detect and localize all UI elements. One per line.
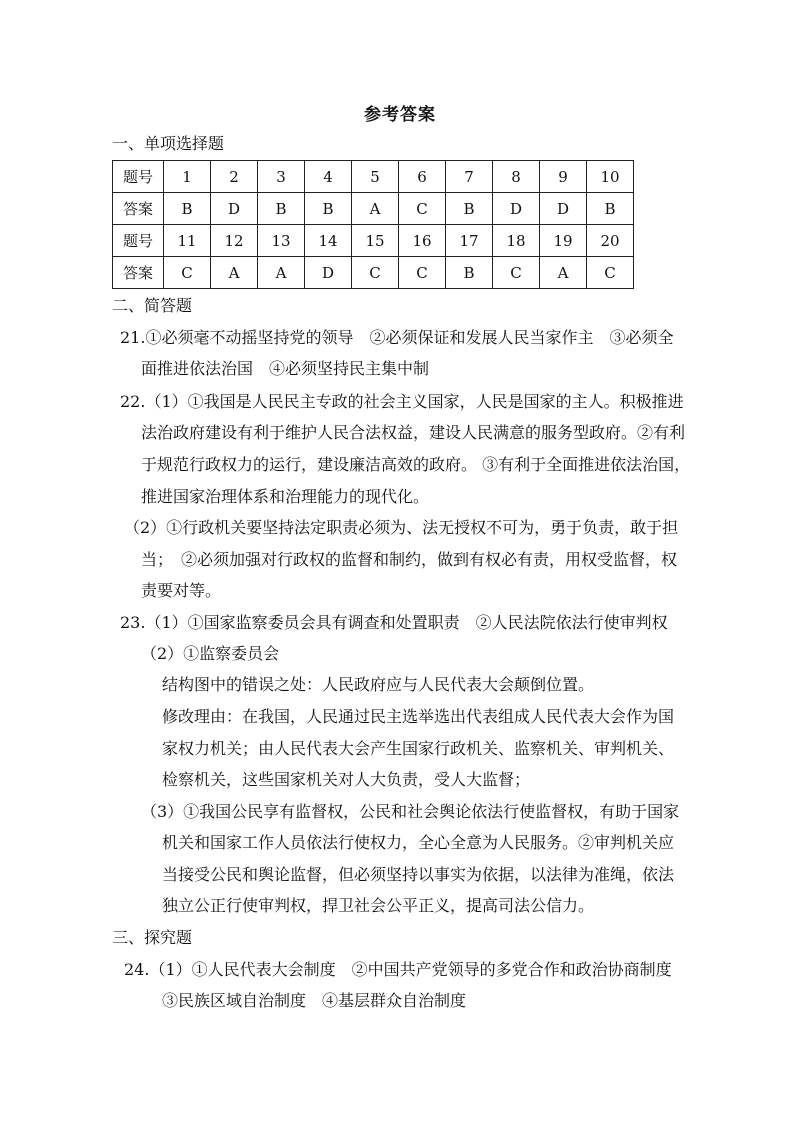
- text-line: 检察机关，这些国家机关对人大负责，受人大监督；: [162, 770, 531, 789]
- section-heading-inquiry: 三、探究题: [112, 928, 193, 947]
- table-cell: 20: [587, 225, 634, 257]
- text-line: 于规范行政权力的运行，建设廉洁高效的政府。 ③有利于全面推进依法治国，: [141, 455, 691, 474]
- text-line: 推进国家治理体系和治理能力的现代化。: [141, 487, 430, 506]
- table-row: [113, 257, 634, 289]
- table-cell: A: [258, 257, 305, 289]
- table-row: [113, 161, 634, 193]
- text-line: ③民族区域自治制度 ④基层群众自治制度: [162, 991, 467, 1010]
- table-cell: C: [493, 257, 540, 289]
- table-cell: 12: [211, 225, 258, 257]
- table-cell: 1: [164, 161, 211, 193]
- text-line: （2）①行政机关要坚持法定职责必须为、法无授权不可为，勇于负责，敢于担: [124, 518, 679, 537]
- table-cell: 8: [493, 161, 540, 193]
- text-line: 21.①必须毫不动摇坚持党的领导 ②必须保证和发展人民当家作主 ③必须全: [120, 328, 674, 347]
- table-cell: A: [540, 257, 587, 289]
- table-row: [113, 193, 634, 225]
- answer-table: [112, 160, 634, 289]
- table-cell: B: [446, 193, 493, 225]
- table-cell: B: [164, 193, 211, 225]
- text-line: 结构图中的错误之处：人民政府应与人民代表大会颠倒位置。: [162, 675, 595, 694]
- row-label: 答案: [113, 257, 164, 289]
- table-cell: A: [352, 193, 399, 225]
- table-cell: 6: [399, 161, 446, 193]
- table-cell: C: [399, 193, 446, 225]
- text-line: 当接受公民和舆论监督，但必须坚持以事实为依据，以法律为准绳，依法: [162, 865, 675, 884]
- table-cell: 3: [258, 161, 305, 193]
- table-cell: B: [305, 193, 352, 225]
- table-cell: 18: [493, 225, 540, 257]
- text-line: 修改理由：在我国，人民通过民主选举选出代表组成人民代表大会作为国: [162, 707, 675, 726]
- row-label: 题号: [113, 225, 164, 257]
- text-line: 法治政府建设有利于维护人民合法权益，建设人民满意的服务型政府。②有利: [141, 423, 686, 442]
- table-cell: 11: [164, 225, 211, 257]
- text-line: 当； ②必须加强对行政权的监督和制约，做到有权必有责，用权受监督，权: [141, 550, 678, 569]
- text-line: （2）①监察委员会: [141, 644, 280, 663]
- text-line: 面推进依法治国 ④必须坚持民主集中制: [141, 359, 430, 378]
- table-cell: B: [446, 257, 493, 289]
- table-cell: D: [540, 193, 587, 225]
- table-cell: C: [587, 257, 634, 289]
- section-heading-short-answer: 二、简答题: [112, 296, 193, 315]
- table-cell: 4: [305, 161, 352, 193]
- table-cell: D: [493, 193, 540, 225]
- table-cell: 5: [352, 161, 399, 193]
- table-cell: B: [258, 193, 305, 225]
- text-line: 24.（1）①人民代表大会制度 ②中国共产党领导的多党合作和政治协商制度: [124, 960, 672, 979]
- table-cell: C: [164, 257, 211, 289]
- row-label: 题号: [113, 161, 164, 193]
- table-cell: 16: [399, 225, 446, 257]
- table-cell: 15: [352, 225, 399, 257]
- page-title: 参考答案: [364, 105, 436, 125]
- text-line: 独立公正行使审判权，捍卫社会公平正义，提高司法公信力。: [162, 896, 595, 915]
- table-cell: A: [211, 257, 258, 289]
- table-row: [113, 225, 634, 257]
- table-cell: B: [587, 193, 634, 225]
- text-line: 23.（1）①国家监察委员会具有调查和处置职责 ②人民法院依法行使审判权: [120, 613, 668, 632]
- table-cell: 17: [446, 225, 493, 257]
- table-cell: D: [211, 193, 258, 225]
- text-line: 责要对等。: [141, 581, 222, 600]
- table-cell: 14: [305, 225, 352, 257]
- text-line: 机关和国家工作人员依法行使权力，全心全意为人民服务。②审判机关应: [162, 833, 675, 852]
- table-cell: 19: [540, 225, 587, 257]
- text-line: 家权力机关；由人民代表大会产生国家行政机关、监察机关、审判机关、: [162, 739, 675, 758]
- row-label: 答案: [113, 193, 164, 225]
- table-cell: 2: [211, 161, 258, 193]
- text-line: 22.（1）①我国是人民民主专政的社会主义国家，人民是国家的主人。积极推进: [120, 392, 684, 411]
- table-cell: 9: [540, 161, 587, 193]
- section-heading-choice: 一、单项选择题: [112, 134, 225, 153]
- table-cell: 13: [258, 225, 305, 257]
- text-line: （3）①我国公民享有监督权，公民和社会舆论依法行使监督权，有助于国家: [141, 802, 680, 821]
- table-cell: D: [305, 257, 352, 289]
- table-cell: C: [399, 257, 446, 289]
- table-cell: C: [352, 257, 399, 289]
- table-cell: 7: [446, 161, 493, 193]
- table-cell: 10: [587, 161, 634, 193]
